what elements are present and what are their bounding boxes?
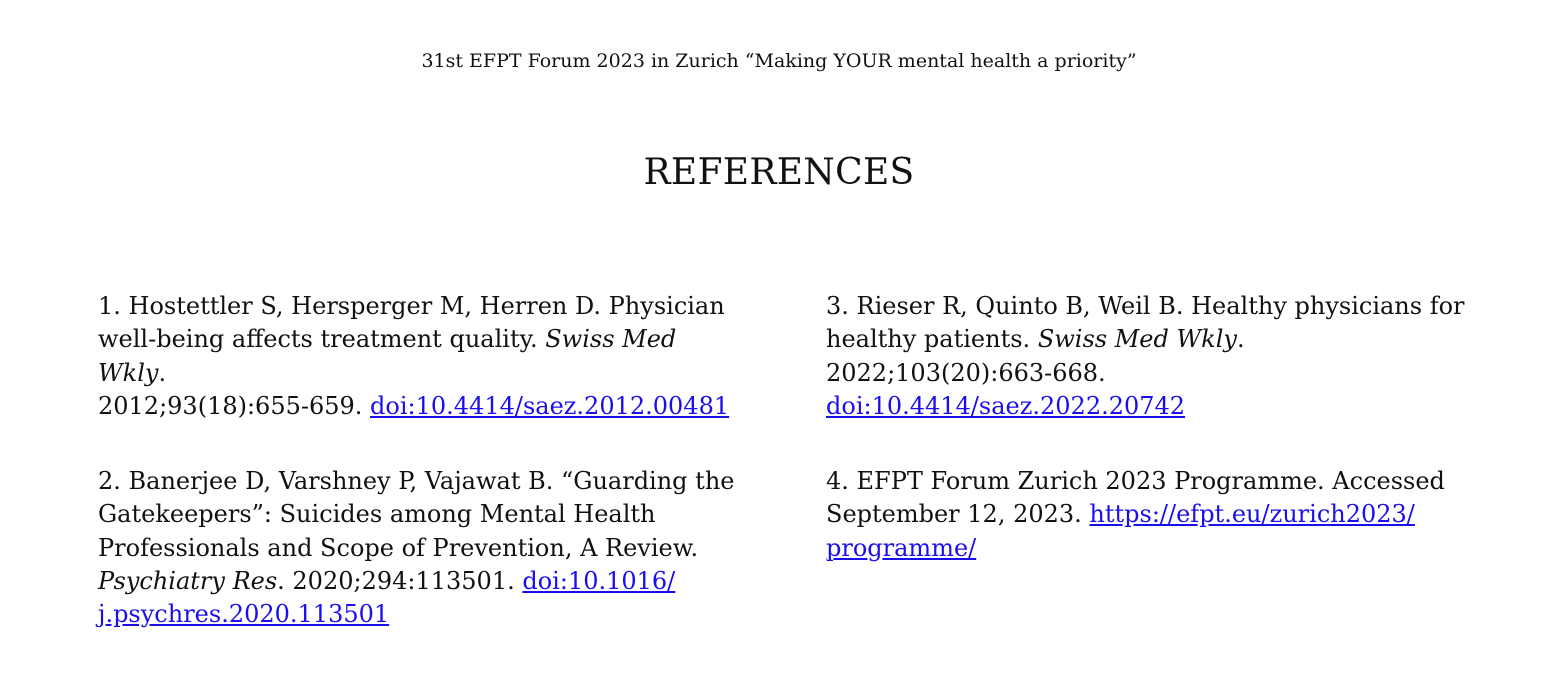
reference-text: Gatekeepers”: Suicides among Mental Health bbox=[98, 500, 656, 529]
reference-text: Professionals and Scope of Prevention, A Review. bbox=[98, 533, 699, 562]
reference-text: 3. Rieser R, Quinto B, Weil B. Healthy physicians for bbox=[826, 292, 1465, 320]
reference-text: 1. Hostettler S, Hersperger M, Herren D. Physician bbox=[98, 292, 725, 320]
reference-journal: Psychiatry Res bbox=[98, 567, 278, 596]
reference-doi-link[interactable]: doi:10.4414/saez.2012.00481 bbox=[370, 391, 730, 420]
reference-item-3 bbox=[826, 290, 1466, 423]
references-column-right bbox=[826, 290, 1466, 607]
reference-text: well-being affects treatment quality. bbox=[98, 325, 546, 354]
reference-url-link[interactable]: https://efpt.eu/zurich2023/ bbox=[1089, 500, 1415, 529]
reference-text: September 12, 2023. bbox=[826, 500, 1090, 529]
reference-text: . bbox=[158, 358, 167, 387]
reference-item-4 bbox=[826, 465, 1466, 565]
reference-journal: Swiss Med Wkly bbox=[1037, 325, 1237, 354]
reference-item-1 bbox=[98, 290, 738, 423]
reference-doi-link[interactable]: doi:10.1016/ bbox=[522, 567, 676, 596]
reference-citation: . 2020;294:113501. bbox=[277, 567, 523, 596]
reference-doi-link[interactable]: doi:10.4414/saez.2022.20742 bbox=[826, 391, 1186, 420]
reference-citation: 2012;93(18):655-659. bbox=[98, 391, 371, 420]
reference-text: . bbox=[1236, 325, 1245, 354]
page-header: 31st EFPT Forum 2023 in Zurich “Making YOUR mental health a priority” bbox=[421, 50, 1137, 72]
reference-item-2 bbox=[98, 465, 738, 631]
reference-text: 4. EFPT Forum Zurich 2023 Programme. Accessed bbox=[826, 467, 1445, 496]
reference-text: 2. Banerjee D, Varshney P, Vajawat B. “Guarding the bbox=[98, 467, 735, 496]
reference-citation: 2022;103(20):663-668. bbox=[826, 358, 1106, 387]
reference-doi-link[interactable]: j.psychres.2020.113501 bbox=[98, 600, 390, 629]
reference-url-link[interactable]: programme/ bbox=[826, 533, 977, 562]
references-column-left bbox=[98, 290, 738, 674]
reference-text: healthy patients. bbox=[826, 325, 1038, 354]
reference-journal: Swiss Med Wkly bbox=[98, 325, 677, 387]
page-title: REFERENCES bbox=[643, 152, 915, 193]
